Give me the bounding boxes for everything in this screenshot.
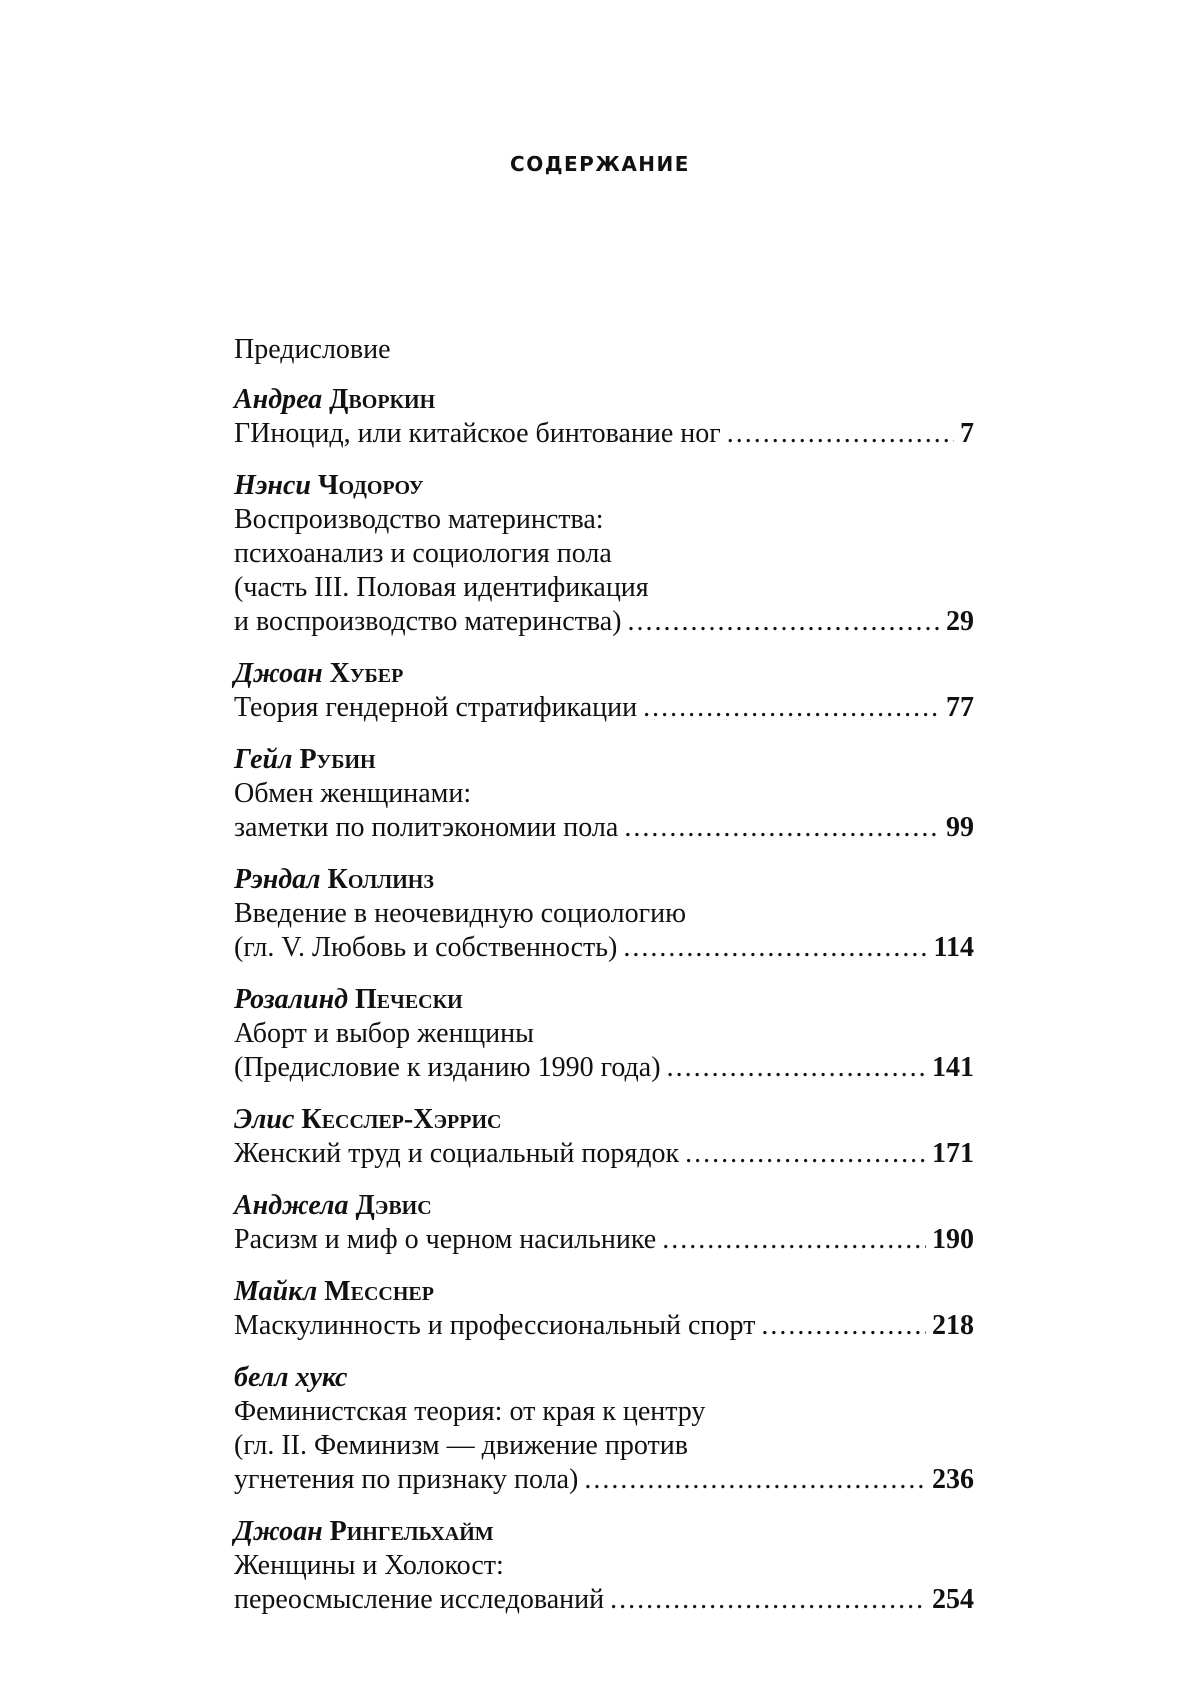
- toc-entry-title-line: [234, 1395, 974, 1429]
- author-last-name: Чодороу: [317, 470, 424, 501]
- toc-page-number: 141: [932, 1052, 974, 1083]
- toc-page-number: 236: [932, 1464, 974, 1495]
- dot-leader: [624, 811, 940, 845]
- toc-page-number: 7: [960, 418, 974, 449]
- author-last-name: Хубер: [329, 658, 404, 689]
- toc-entry-title-line: [234, 417, 974, 451]
- toc-entry-title-line: [234, 1223, 974, 1257]
- toc-entry[interactable]: [234, 1103, 974, 1171]
- table-of-contents: [234, 333, 974, 1635]
- toc-entry[interactable]: [234, 657, 974, 725]
- toc-entry[interactable]: [234, 743, 974, 845]
- page-title: СОДЕРЖАНИЕ: [510, 152, 690, 176]
- toc-entry-title: переосмысление исследований: [234, 1584, 605, 1615]
- toc-entry-title-line: [234, 1309, 974, 1343]
- toc-page-number: 114: [933, 932, 974, 963]
- toc-preface[interactable]: Предисловие: [234, 334, 391, 365]
- author-last-name: Месснер: [324, 1276, 434, 1307]
- toc-entry-author: [234, 383, 974, 417]
- author-first-name: Джоан: [234, 658, 323, 689]
- toc-entry-title: Маскулинность и профессиональный спорт: [234, 1310, 756, 1341]
- toc-entries: [234, 383, 974, 1617]
- author-last-name: Дворкин: [329, 384, 436, 415]
- toc-entry-title-line: [234, 1549, 974, 1583]
- toc-entry-title: ГИноцид, или китайское бинтование ног: [234, 418, 721, 449]
- author-first-name: Андреа: [234, 384, 323, 415]
- toc-entry-author: [234, 1189, 974, 1223]
- dot-leader: [627, 605, 940, 639]
- toc-entry-title: Теория гендерной стратификации: [234, 692, 638, 723]
- toc-entry-title: заметки по политэкономии пола: [234, 812, 619, 843]
- toc-entry-title-line: [234, 1463, 974, 1497]
- toc-entry-title: (гл. II. Феминизм — движение против: [234, 1430, 688, 1461]
- toc-entry-title: Введение в неочевидную социологию: [234, 898, 687, 929]
- toc-entry-title-line: [234, 1017, 974, 1051]
- toc-entry[interactable]: [234, 983, 974, 1085]
- dot-leader: [610, 1583, 926, 1617]
- toc-entry-title-line: [234, 691, 974, 725]
- dot-leader: [761, 1309, 926, 1343]
- author-first-name: Майкл: [234, 1276, 318, 1307]
- toc-page-number: 254: [932, 1584, 974, 1615]
- toc-entry-author: [234, 1361, 974, 1395]
- toc-entry-title: психоанализ и социология пола: [234, 538, 612, 569]
- toc-entry-author: [234, 1103, 974, 1137]
- toc-entry-title-line: [234, 931, 974, 965]
- toc-entry[interactable]: [234, 863, 974, 965]
- author-first-name: Нэнси: [234, 470, 311, 501]
- toc-entry-title: (часть III. Половая идентификация: [234, 572, 649, 603]
- toc-page-number: 171: [932, 1138, 974, 1169]
- toc-page-number: 218: [932, 1310, 974, 1341]
- toc-entry-title-line: [234, 1137, 974, 1171]
- author-first-name: Элис: [234, 1104, 295, 1135]
- toc-entry-title: угнетения по признаку пола): [234, 1464, 579, 1495]
- author-last-name: Кесслер-Хэррис: [301, 1104, 502, 1135]
- toc-entry-title: (гл. V. Любовь и собственность): [234, 932, 618, 963]
- toc-entry-title-line: [234, 1429, 974, 1463]
- author-first-name: Джоан: [234, 1516, 323, 1547]
- toc-entry-title-line: [234, 811, 974, 845]
- toc-entry-author: [234, 469, 974, 503]
- dot-leader: [667, 1051, 926, 1085]
- toc-entry-title-line: [234, 503, 974, 537]
- dot-leader: [643, 691, 940, 725]
- toc-entry-title: Женский труд и социальный порядок: [234, 1138, 680, 1169]
- toc-entry-title-line: [234, 1583, 974, 1617]
- toc-entry-author: [234, 657, 974, 691]
- toc-entry-title: Феминистская теория: от края к центру: [234, 1396, 706, 1427]
- author-last-name: Коллинз: [327, 864, 434, 895]
- author-first-name: Гейл: [234, 744, 293, 775]
- toc-page-number: 29: [946, 606, 974, 637]
- author-first-name: белл хукс: [234, 1362, 348, 1393]
- author-first-name: Рэндал: [234, 864, 321, 895]
- toc-entry-title: Воспроизводство материнства:: [234, 504, 604, 535]
- toc-page-number: 99: [946, 812, 974, 843]
- toc-entry-author: [234, 743, 974, 777]
- dot-leader: [623, 931, 927, 965]
- toc-entry-title: Расизм и миф о черном насильнике: [234, 1224, 657, 1255]
- toc-entry-author: [234, 983, 974, 1017]
- author-last-name: Рингельхайм: [329, 1516, 494, 1547]
- toc-entry-title-line: [234, 571, 974, 605]
- toc-entry[interactable]: [234, 1515, 974, 1617]
- toc-entry[interactable]: [234, 1275, 974, 1343]
- author-last-name: Рубин: [299, 744, 376, 775]
- toc-entry-title: и воспроизводство материнства): [234, 606, 622, 637]
- toc-entry-title-line: [234, 897, 974, 931]
- author-first-name: Розалинд: [234, 984, 349, 1015]
- author-last-name: Печески: [355, 984, 463, 1015]
- toc-entry-title-line: [234, 605, 974, 639]
- dot-leader: [727, 417, 954, 451]
- toc-entry-author: [234, 1515, 974, 1549]
- toc-entry[interactable]: [234, 469, 974, 639]
- dot-leader: [584, 1463, 926, 1497]
- toc-entry-title-line: [234, 537, 974, 571]
- toc-entry-title: Женщины и Холокост:: [234, 1550, 504, 1581]
- toc-page-number: 190: [932, 1224, 974, 1255]
- toc-page-number: 77: [946, 692, 974, 723]
- dot-leader: [685, 1137, 926, 1171]
- toc-entry-title-line: [234, 777, 974, 811]
- toc-entry-title: (Предисловие к изданию 1990 года): [234, 1052, 661, 1083]
- author-first-name: Анджела: [234, 1190, 349, 1221]
- dot-leader: [662, 1223, 926, 1257]
- toc-entry[interactable]: [234, 1361, 974, 1497]
- toc-entry-title: Аборт и выбор женщины: [234, 1018, 534, 1049]
- toc-entry-title-line: [234, 1051, 974, 1085]
- toc-entry-author: [234, 1275, 974, 1309]
- toc-entry[interactable]: [234, 383, 974, 451]
- toc-entry-title: Обмен женщинами:: [234, 778, 472, 809]
- toc-entry-author: [234, 863, 974, 897]
- author-last-name: Дэвис: [355, 1190, 432, 1221]
- toc-entry[interactable]: [234, 1189, 974, 1257]
